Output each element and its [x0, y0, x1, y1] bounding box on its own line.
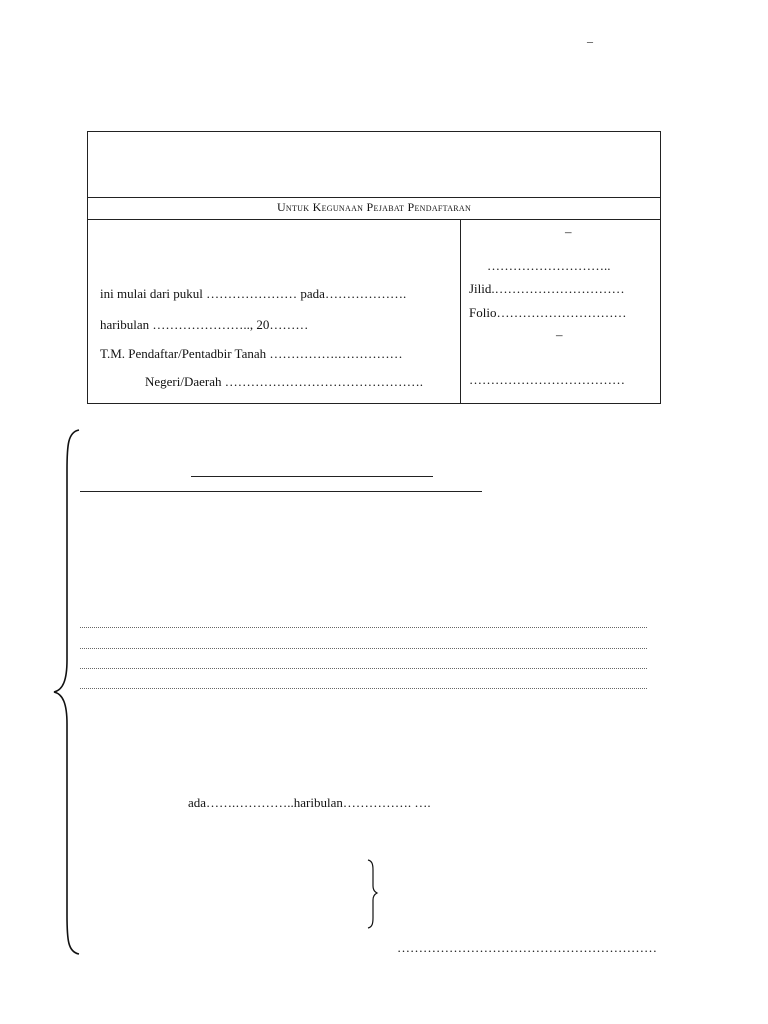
dotted-fill-line-1: [80, 627, 647, 628]
signature-dots: ……………………………………………………: [397, 940, 657, 955]
right-dash-2: –: [556, 327, 563, 342]
jilid-field: Jilid.…………………………: [469, 281, 625, 296]
right-dots-2: ………………………………: [469, 372, 625, 387]
folio-field: Folio…………………………: [469, 305, 627, 320]
state-district-line: Negeri/Daerah ……………………………………….: [145, 374, 424, 389]
dotted-fill-line-3: [80, 668, 647, 669]
registrar-line: T.M. Pendaftar/Pentadbir Tanah …………….……………: [100, 346, 403, 361]
right-dots-1: ………………………..: [487, 258, 611, 273]
small-brace-icon: [368, 860, 377, 928]
right-dash-1: –: [565, 224, 572, 239]
title-underline: [191, 476, 433, 477]
dotted-fill-line-2: [80, 648, 647, 649]
top-dash: –: [587, 34, 593, 48]
box-title: Untuk Kegunaan Pejabat Pendaftaran: [88, 197, 660, 220]
date-line: ada…….…………..haribulan……………. ….: [188, 795, 431, 810]
left-brace-icon: [54, 430, 79, 954]
registry-date-line: haribulan ………………….., 20………: [100, 317, 309, 332]
registry-time-line: ini mulai dari pukul ………………… pada……………….: [100, 286, 407, 301]
dotted-fill-line-4: [80, 688, 647, 689]
subtitle-underline: [80, 491, 482, 492]
